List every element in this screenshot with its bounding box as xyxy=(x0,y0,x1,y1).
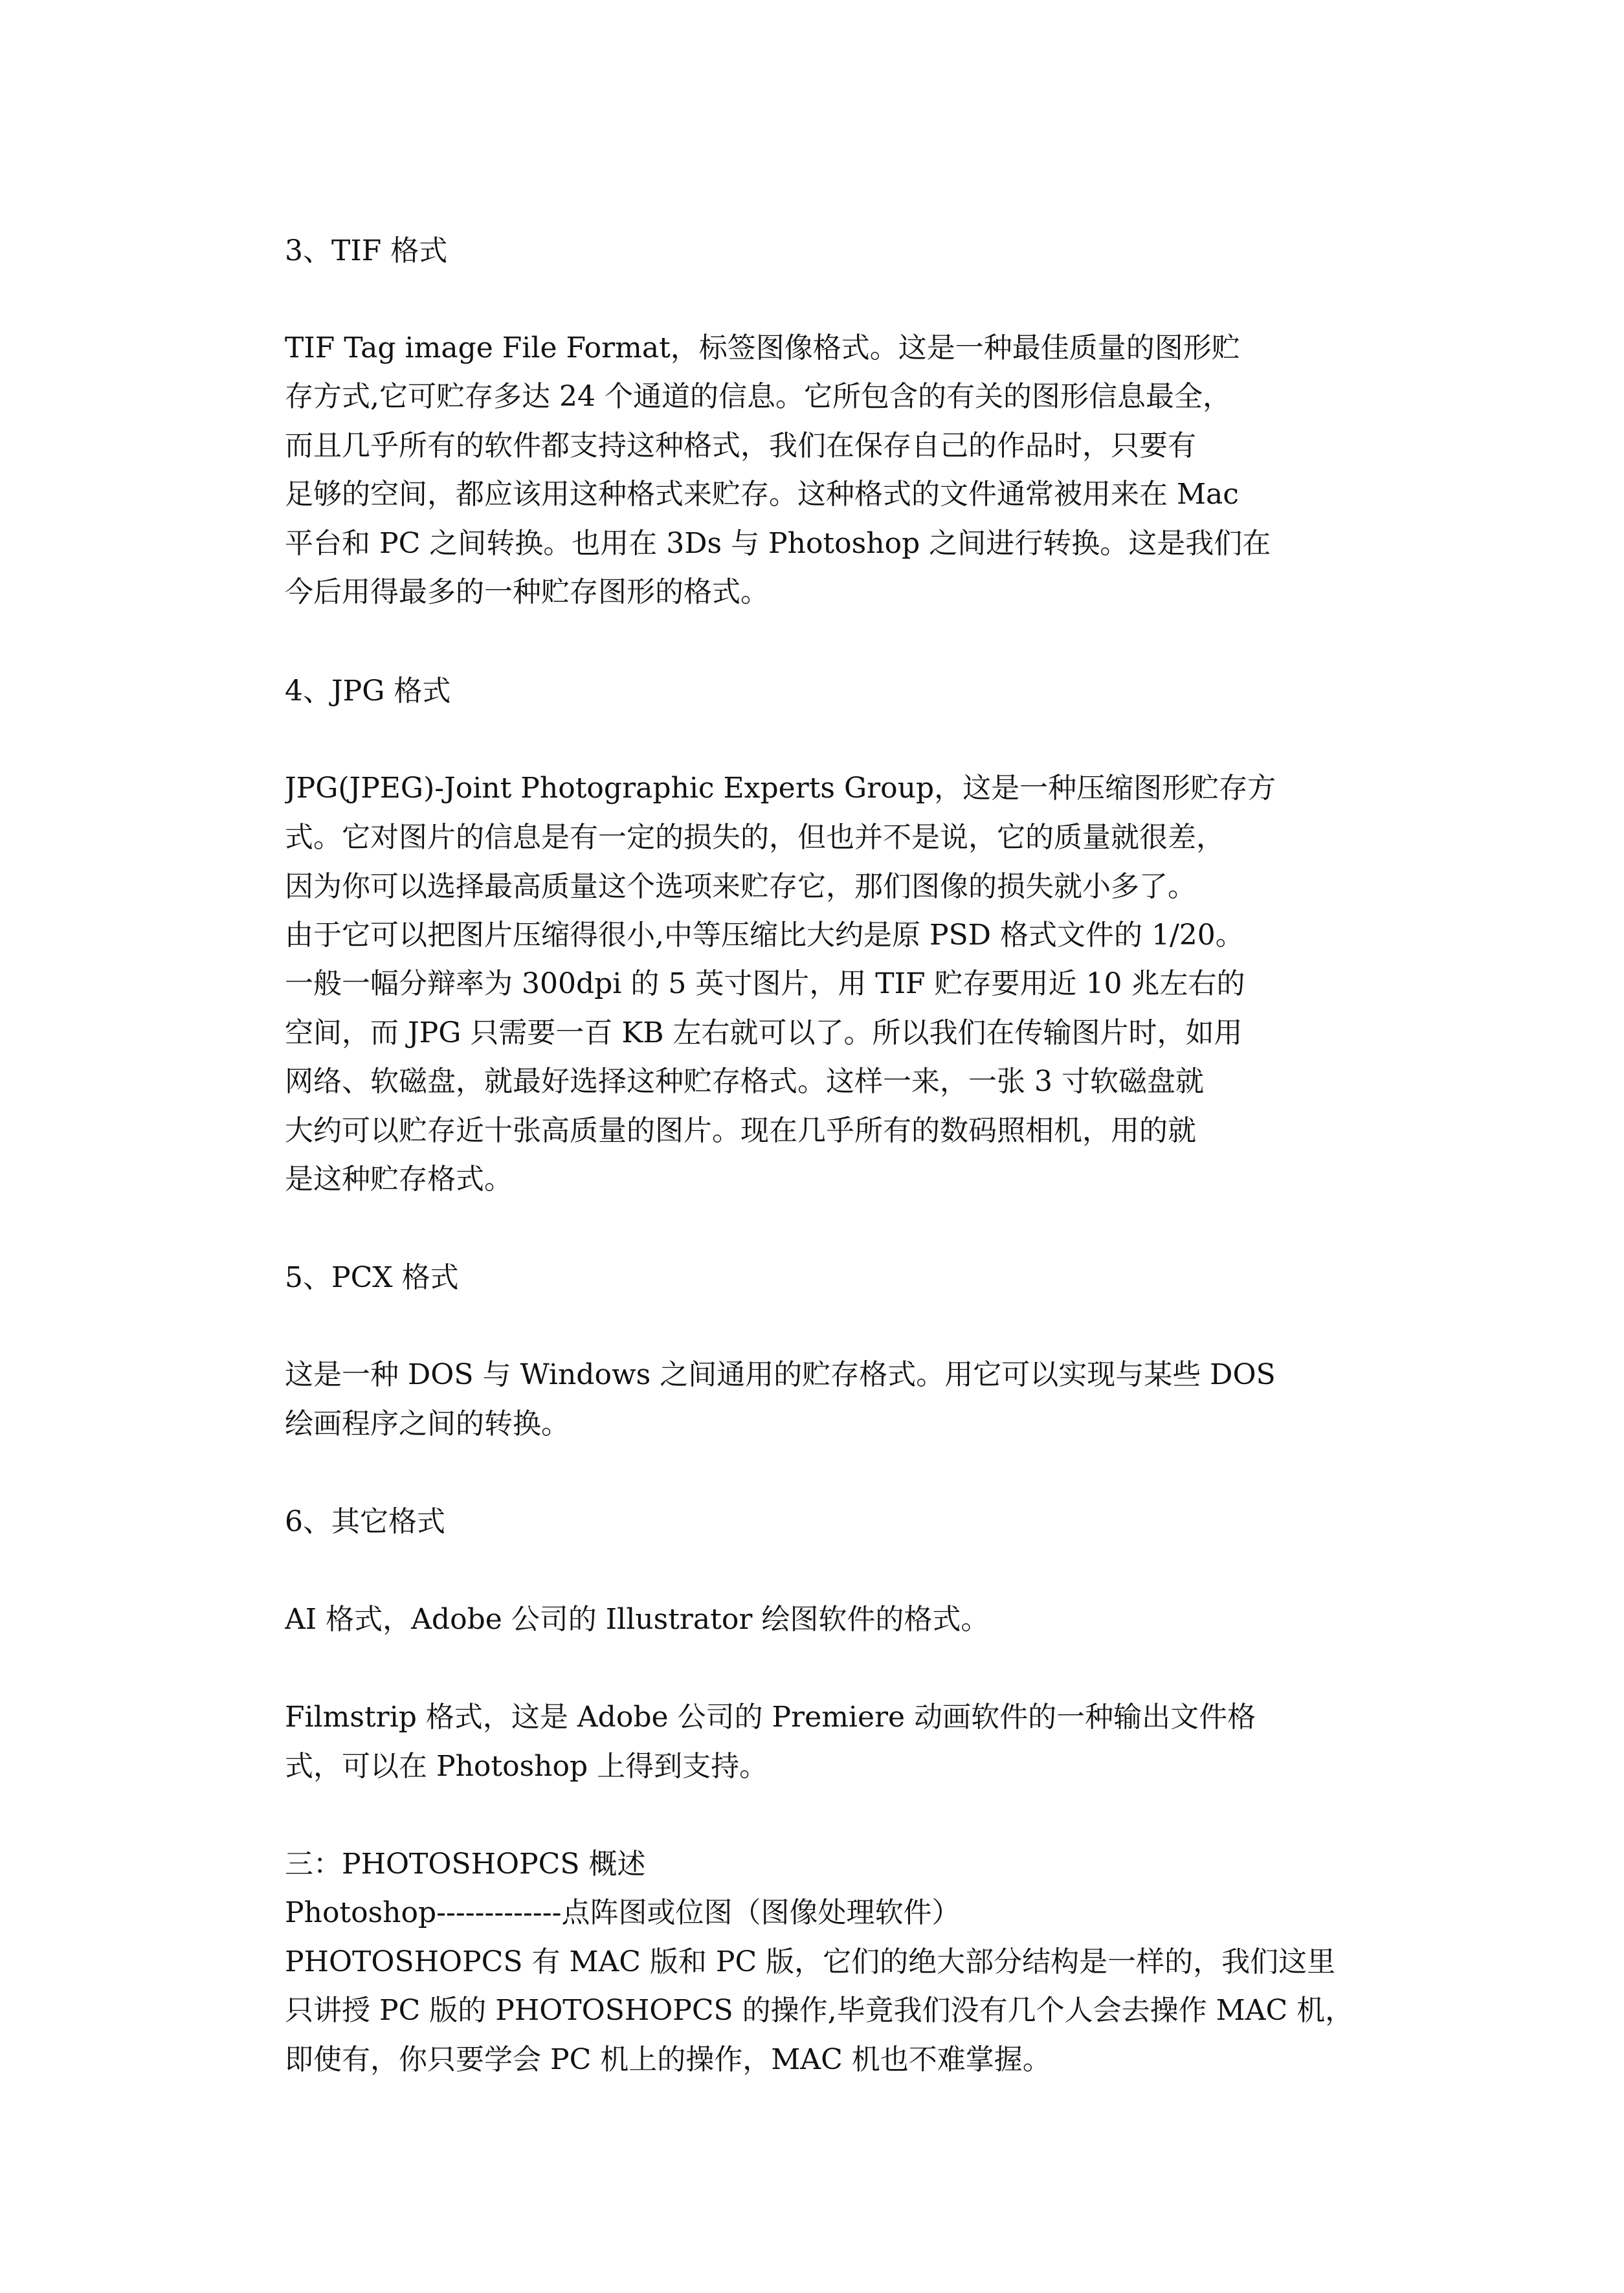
paragraph-photoshopcs-line-1: PHOTOSHOPCS 有 MAC 版和 PC 版，它们的绝大部分结构是一样的，我们这里 xyxy=(285,1945,1336,1978)
paragraph-jpg-line-3: 因为你可以选择最高质量这个选项来贮存它，那们图像的损失就小多了。 xyxy=(285,870,1196,903)
paragraph-pcx-line-1: 这是一种 DOS 与 Windows 之间通用的贮存格式。用它可以实现与某些 DOS xyxy=(285,1358,1276,1391)
paragraph-tif-line-6: 今后用得最多的一种贮存图形的格式。 xyxy=(285,576,769,609)
paragraph-tif-line-5: 平台和 PC 之间转换。也用在 3Ds 与 Photoshop 之间进行转换。这是我们在 xyxy=(285,527,1271,560)
photoshop-definition-line: Photoshop-------------点阵图或位图（图像处理软件） xyxy=(285,1896,961,1929)
paragraph-photoshopcs-line-2: 只讲授 PC 版的 PHOTOSHOPCS 的操作,毕竟我们没有几个人会去操作 MAC 机， xyxy=(285,1994,1354,2027)
paragraph-jpg-line-8: 大约可以贮存近十张高质量的图片。现在几乎所有的数码照相机，用的就 xyxy=(285,1114,1196,1147)
paragraph-jpg-line-9: 是这种贮存格式。 xyxy=(285,1163,513,1196)
paragraph-tif-line-2: 存方式,它可贮存多达 24 个通道的信息。它所包含的有关的图形信息最全， xyxy=(285,380,1231,413)
paragraph-jpg-line-6: 空间，而 JPG 只需要一百 KB 左右就可以了。所以我们在传输图片时，如用 xyxy=(285,1016,1243,1049)
heading-pcx-format: 5、PCX 格式 xyxy=(285,1261,459,1294)
paragraph-jpg-line-4: 由于它可以把图片压缩得很小,中等压缩比大约是原 PSD 格式文件的 1/20。 xyxy=(285,919,1244,952)
paragraph-ai-format: AI 格式，Adobe 公司的 Illustrator 绘图软件的格式。 xyxy=(285,1603,990,1636)
paragraph-filmstrip-line-2: 式，可以在 Photoshop 上得到支持。 xyxy=(285,1750,768,1783)
heading-other-formats: 6、其它格式 xyxy=(285,1505,445,1538)
paragraph-jpg-line-2: 式。它对图片的信息是有一定的损失的，但也并不是说，它的质量就很差， xyxy=(285,821,1225,854)
paragraph-tif-line-1: TIF Tag image File Format，标签图像格式。这是一种最佳质量的图形贮 xyxy=(285,331,1240,364)
paragraph-tif-line-3: 而且几乎所有的软件都支持这种格式，我们在保存自己的作品时，只要有 xyxy=(285,429,1196,462)
paragraph-tif-line-4: 足够的空间，都应该用这种格式来贮存。这种格式的文件通常被用来在 Mac xyxy=(285,478,1239,511)
paragraph-jpg-line-7: 网络、软磁盘，就最好选择这种贮存格式。这样一来，一张 3 寸软磁盘就 xyxy=(285,1065,1204,1098)
paragraph-pcx-line-2: 绘画程序之间的转换。 xyxy=(285,1407,570,1440)
paragraph-jpg-line-1: JPG(JPEG)-Joint Photographic Experts Group，这是一种压缩图形贮存方 xyxy=(285,772,1276,805)
heading-photoshopcs-overview: 三：PHOTOSHOPCS 概述 xyxy=(285,1848,646,1881)
heading-tif-format: 3、TIF 格式 xyxy=(285,234,448,267)
paragraph-jpg-line-5: 一般一幅分辩率为 300dpi 的 5 英寸图片，用 TIF 贮存要用近 10 兆左右的 xyxy=(285,967,1245,1000)
paragraph-filmstrip-line-1: Filmstrip 格式，这是 Adobe 公司的 Premiere 动画软件的一种输出文件格 xyxy=(285,1701,1256,1734)
paragraph-photoshopcs-line-3: 即使有，你只要学会 PC 机上的操作，MAC 机也不难掌握。 xyxy=(285,2043,1051,2076)
heading-jpg-format: 4、JPG 格式 xyxy=(285,675,451,708)
